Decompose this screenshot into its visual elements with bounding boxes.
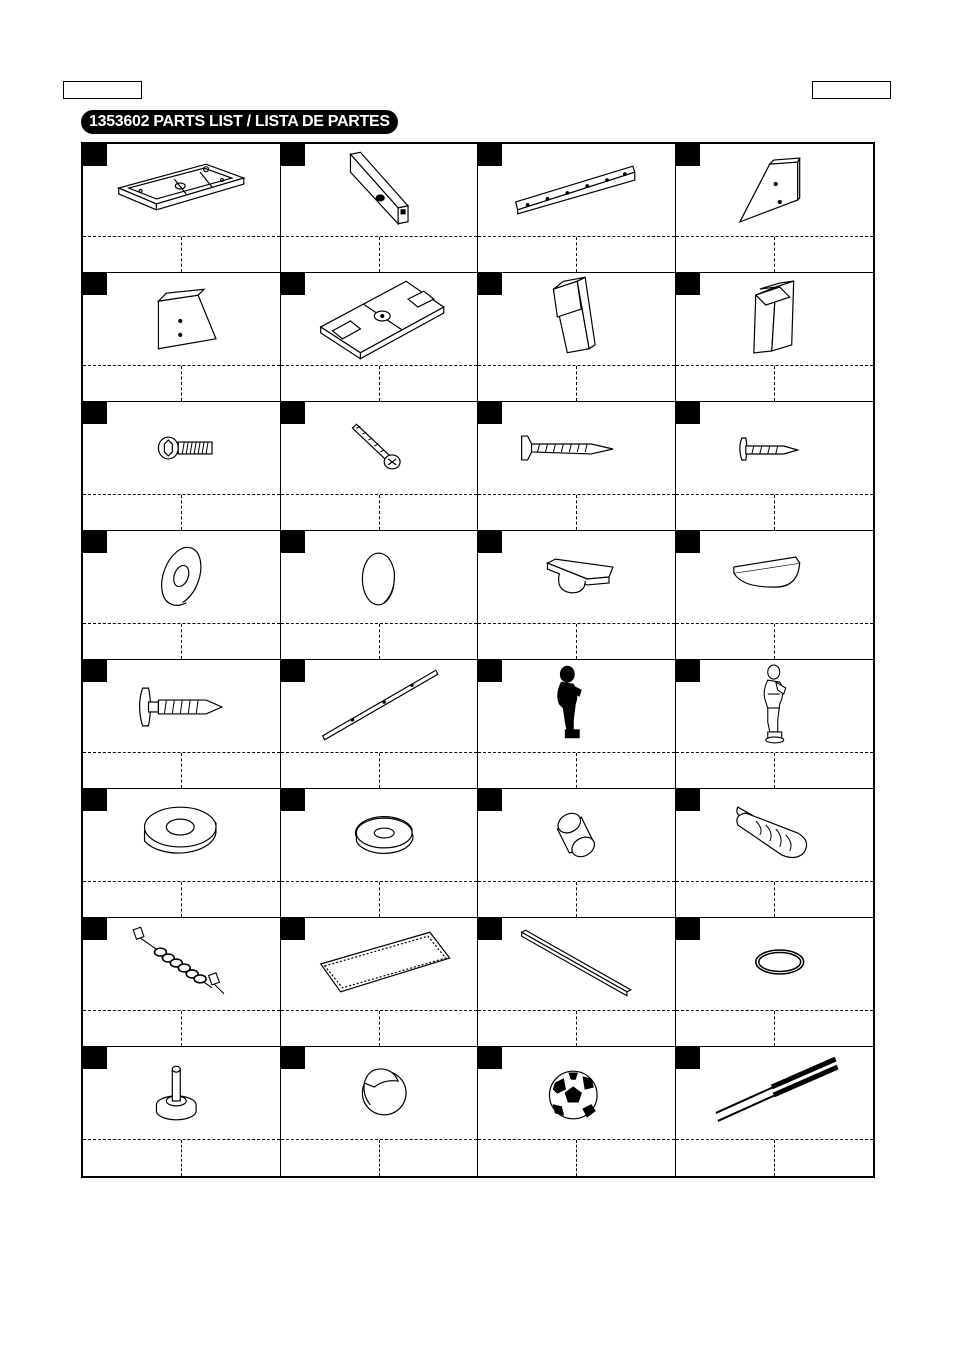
part-quantity-field — [185, 1143, 279, 1169]
part-quantity-field — [778, 498, 873, 524]
part-cell — [83, 144, 281, 273]
player-rod-icon — [281, 660, 478, 752]
part-quantity-field — [778, 1014, 873, 1040]
part-name-field — [281, 885, 375, 911]
dashed-divider — [379, 495, 380, 530]
dashed-divider — [576, 882, 577, 917]
part-cell — [281, 531, 479, 660]
part-name-field — [83, 498, 177, 524]
part-name-field — [676, 885, 771, 911]
dashed-divider — [181, 882, 182, 917]
dashed-divider — [181, 1140, 182, 1176]
part-cell — [83, 531, 281, 660]
top-right-label-box — [812, 81, 891, 99]
dashed-divider — [774, 237, 775, 272]
top-left-label-box — [63, 81, 142, 99]
part-name-field — [478, 369, 572, 395]
part-cell — [676, 918, 874, 1047]
part-quantity-field — [383, 369, 477, 395]
part-name-field — [83, 1143, 177, 1169]
part-quantity-field — [580, 756, 674, 782]
part-quantity-field — [383, 627, 477, 653]
part-name-field — [83, 240, 177, 266]
part-quantity-field — [185, 756, 279, 782]
part-name-field — [676, 1014, 771, 1040]
leveler-foot-icon — [83, 1047, 280, 1139]
dashed-divider — [181, 1011, 182, 1046]
part-quantity-field — [185, 240, 279, 266]
part-name-field — [478, 627, 572, 653]
part-name-field — [281, 627, 375, 653]
spring-tool-icon — [83, 918, 280, 1010]
part-quantity-field — [185, 885, 279, 911]
dashed-divider — [181, 366, 182, 401]
dashed-divider — [774, 624, 775, 659]
part-name-field — [676, 369, 771, 395]
part-name-field — [478, 756, 572, 782]
part-quantity-field — [383, 756, 477, 782]
dashed-divider — [181, 237, 182, 272]
rubber-bumper-icon — [83, 789, 280, 881]
dashed-divider — [379, 237, 380, 272]
part-cell — [676, 273, 874, 402]
part-name-field — [676, 756, 771, 782]
part-name-field — [281, 369, 375, 395]
part-quantity-field — [185, 369, 279, 395]
dashed-divider — [576, 624, 577, 659]
part-name-field — [281, 1014, 375, 1040]
part-name-field — [676, 240, 771, 266]
part-quantity-field — [383, 240, 477, 266]
part-cell — [478, 144, 676, 273]
o-ring-icon — [676, 918, 874, 1010]
half-round-block-icon — [676, 531, 874, 623]
part-cell — [478, 918, 676, 1047]
part-name-field — [83, 756, 177, 782]
part-cell — [83, 660, 281, 789]
part-name-field — [281, 1143, 375, 1169]
black-player-icon — [478, 660, 675, 752]
part-cell — [676, 531, 874, 660]
wood-screw-icon — [478, 402, 675, 494]
side-rail-icon — [478, 144, 675, 236]
dashed-divider — [774, 882, 775, 917]
part-cell — [281, 918, 479, 1047]
part-name-field — [676, 498, 771, 524]
part-name-field — [83, 1014, 177, 1040]
dashed-divider — [379, 1140, 380, 1176]
part-quantity-field — [580, 1143, 674, 1169]
part-cell — [676, 660, 874, 789]
part-quantity-field — [580, 1014, 674, 1040]
ball-cup-icon — [281, 1047, 478, 1139]
score-rods-icon — [676, 1047, 874, 1139]
dashed-divider — [379, 1011, 380, 1046]
part-quantity-field — [185, 627, 279, 653]
part-name-field — [83, 627, 177, 653]
part-cell — [83, 789, 281, 918]
part-cell — [478, 273, 676, 402]
part-quantity-field — [383, 885, 477, 911]
part-quantity-field — [580, 240, 674, 266]
dashed-divider — [576, 753, 577, 788]
part-name-field — [478, 1014, 572, 1040]
part-quantity-field — [778, 885, 873, 911]
playfield-icon — [281, 273, 478, 365]
part-cell — [281, 402, 479, 531]
dashed-divider — [774, 495, 775, 530]
leg-post-icon — [281, 144, 478, 236]
part-cell — [478, 660, 676, 789]
part-quantity-field — [185, 498, 279, 524]
parts-list-title: 1353602 PARTS LIST / LISTA DE PARTES — [89, 113, 390, 130]
part-quantity-field — [580, 498, 674, 524]
leg-bracket-left-icon — [478, 273, 675, 365]
part-cell — [676, 402, 874, 531]
part-name-field — [83, 885, 177, 911]
part-name-field — [478, 498, 572, 524]
part-quantity-field — [778, 756, 873, 782]
dashed-divider — [576, 366, 577, 401]
bushing-icon — [478, 789, 675, 881]
part-cell — [281, 273, 479, 402]
part-name-field — [676, 1143, 771, 1169]
part-name-field — [281, 498, 375, 524]
part-name-field — [478, 1143, 572, 1169]
soccer-ball-icon — [478, 1047, 675, 1139]
part-cell — [676, 789, 874, 918]
part-quantity-field — [383, 498, 477, 524]
part-name-field — [281, 756, 375, 782]
end-cap-icon — [281, 531, 478, 623]
part-name-field — [478, 240, 572, 266]
part-name-field — [83, 369, 177, 395]
part-quantity-field — [778, 369, 873, 395]
part-cell — [478, 531, 676, 660]
dashed-divider — [576, 1140, 577, 1176]
dashed-divider — [379, 624, 380, 659]
part-cell — [83, 273, 281, 402]
part-name-field — [281, 240, 375, 266]
truss-screw-icon — [83, 660, 280, 752]
part-quantity-field — [778, 240, 873, 266]
machine-screw-icon — [281, 402, 478, 494]
handle-grip-icon — [676, 789, 874, 881]
dashed-divider — [181, 753, 182, 788]
part-cell — [478, 402, 676, 531]
part-quantity-field — [580, 627, 674, 653]
corner-block-icon — [478, 531, 675, 623]
part-cell — [676, 144, 874, 273]
part-quantity-field — [778, 627, 873, 653]
part-name-field — [676, 627, 771, 653]
leg-bracket-right-icon — [676, 273, 874, 365]
dashed-divider — [379, 882, 380, 917]
part-cell — [83, 918, 281, 1047]
flat-bar-icon — [478, 918, 675, 1010]
part-cell — [478, 1047, 676, 1176]
part-quantity-field — [580, 885, 674, 911]
part-cell — [478, 789, 676, 918]
dashed-divider — [774, 366, 775, 401]
flat-washer-icon — [83, 531, 280, 623]
white-player-icon — [676, 660, 874, 752]
dashed-divider — [774, 753, 775, 788]
dashed-divider — [181, 495, 182, 530]
dashed-divider — [181, 624, 182, 659]
dashed-divider — [774, 1140, 775, 1176]
short-screw-icon — [676, 402, 874, 494]
part-quantity-field — [185, 1014, 279, 1040]
part-cell — [83, 402, 281, 531]
dashed-divider — [774, 1011, 775, 1046]
end-panel-icon — [83, 273, 280, 365]
corner-brace-icon — [676, 144, 874, 236]
dashed-divider — [379, 366, 380, 401]
dashed-divider — [576, 495, 577, 530]
dashed-divider — [576, 237, 577, 272]
parts-list-title-badge — [81, 110, 398, 134]
thin-washer-icon — [281, 789, 478, 881]
part-quantity-field — [383, 1014, 477, 1040]
part-cell — [281, 144, 479, 273]
part-cell — [281, 660, 479, 789]
parts-grid — [81, 142, 875, 1178]
part-quantity-field — [580, 369, 674, 395]
part-cell — [281, 1047, 479, 1176]
part-cell — [676, 1047, 874, 1176]
table-frame-icon — [83, 144, 280, 236]
part-cell — [83, 1047, 281, 1176]
goal-board-icon — [281, 918, 478, 1010]
allen-bolt-icon — [83, 402, 280, 494]
part-name-field — [478, 885, 572, 911]
part-quantity-field — [778, 1143, 873, 1169]
part-cell — [281, 789, 479, 918]
dashed-divider — [379, 753, 380, 788]
part-quantity-field — [383, 1143, 477, 1169]
dashed-divider — [576, 1011, 577, 1046]
